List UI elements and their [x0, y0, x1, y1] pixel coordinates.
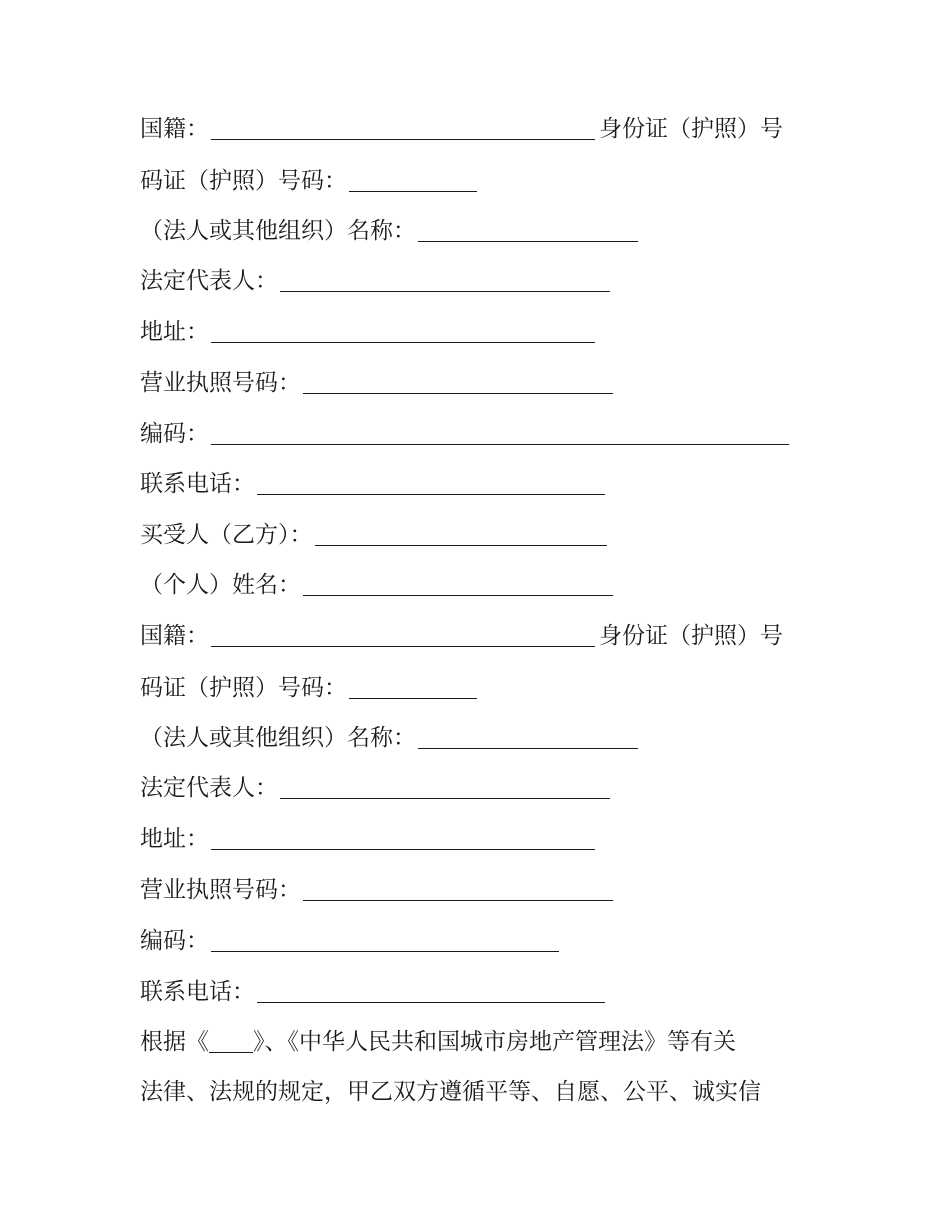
seller-address-label: 地址：: [140, 319, 209, 345]
seller-id-number-field[interactable]: [349, 167, 477, 192]
seller-nationality-row: [140, 113, 783, 145]
seller-phone-field[interactable]: [257, 470, 605, 495]
seller-legal-rep-label: 法定代表人：: [140, 268, 278, 294]
buyer-legal-rep-row: [140, 772, 614, 804]
buyer-person-name-field[interactable]: [303, 571, 613, 596]
buyer-org-name-label: （法人或其他组织）名称：: [140, 725, 416, 751]
buyer-title-row: [140, 519, 611, 551]
seller-org-name-row: [140, 215, 642, 247]
preamble-line-1: [140, 1026, 736, 1058]
buyer-license-field[interactable]: [303, 876, 613, 901]
seller-address-row: [140, 316, 599, 348]
buyer-postcode-label: 编码：: [140, 928, 209, 954]
buyer-org-name-field[interactable]: [418, 724, 638, 749]
seller-id-number-row: [140, 165, 481, 197]
buyer-address-label: 地址：: [140, 826, 209, 852]
seller-nationality-field[interactable]: [211, 115, 595, 140]
buyer-address-row: [140, 823, 599, 855]
buyer-nationality-label: 国籍：: [140, 623, 209, 649]
buyer-nationality-row: [140, 620, 783, 652]
buyer-person-name-row: [140, 569, 617, 601]
buyer-nationality-field[interactable]: [211, 622, 595, 647]
buyer-phone-row: [140, 976, 609, 1008]
buyer-postcode-field[interactable]: [211, 927, 559, 952]
seller-legal-rep-row: [140, 265, 614, 297]
seller-license-label: 营业执照号码：: [140, 370, 301, 396]
seller-phone-label: 联系电话：: [140, 471, 255, 497]
buyer-id-number-field[interactable]: [349, 674, 477, 699]
seller-license-field[interactable]: [303, 369, 613, 394]
seller-postcode-field[interactable]: [211, 420, 789, 445]
buyer-license-label: 营业执照号码：: [140, 877, 301, 903]
seller-legal-rep-field[interactable]: [280, 267, 610, 292]
seller-id-number-label: 码证（护照）号码：: [140, 168, 347, 194]
buyer-address-field[interactable]: [211, 825, 595, 850]
buyer-postcode-row: [140, 925, 563, 957]
seller-nationality-label: 国籍：: [140, 116, 209, 142]
seller-postcode-row: [140, 418, 793, 450]
seller-org-name-field[interactable]: [418, 217, 638, 242]
buyer-title-label: 买受人（乙方）：: [140, 522, 313, 548]
seller-org-name-label: （法人或其他组织）名称：: [140, 218, 416, 244]
seller-id-label: 身份证（护照）号: [599, 116, 783, 142]
buyer-legal-rep-label: 法定代表人：: [140, 775, 278, 801]
buyer-license-row: [140, 874, 617, 906]
buyer-legal-rep-field[interactable]: [280, 774, 610, 799]
buyer-org-name-row: [140, 722, 642, 754]
buyer-title-field[interactable]: [315, 521, 607, 546]
seller-postcode-label: 编码：: [140, 421, 209, 447]
seller-phone-row: [140, 468, 609, 500]
preamble-line-2: 法律、法规的规定，甲乙双方遵循平等、自愿、公平、诚实信: [140, 1079, 761, 1105]
seller-address-field[interactable]: [211, 318, 595, 343]
buyer-phone-field[interactable]: [257, 978, 605, 1003]
preamble-suffix: 》、《中华人民共和国城市房地产管理法》等有关: [253, 1029, 736, 1055]
buyer-id-number-row: [140, 672, 481, 704]
preamble-prefix: 根据《: [140, 1029, 209, 1055]
buyer-person-name-label: （个人）姓名：: [140, 572, 301, 598]
buyer-phone-label: 联系电话：: [140, 979, 255, 1005]
seller-license-row: [140, 367, 617, 399]
law-name-field[interactable]: [209, 1028, 253, 1053]
buyer-id-number-label: 码证（护照）号码：: [140, 675, 347, 701]
buyer-id-label: 身份证（护照）号: [599, 623, 783, 649]
